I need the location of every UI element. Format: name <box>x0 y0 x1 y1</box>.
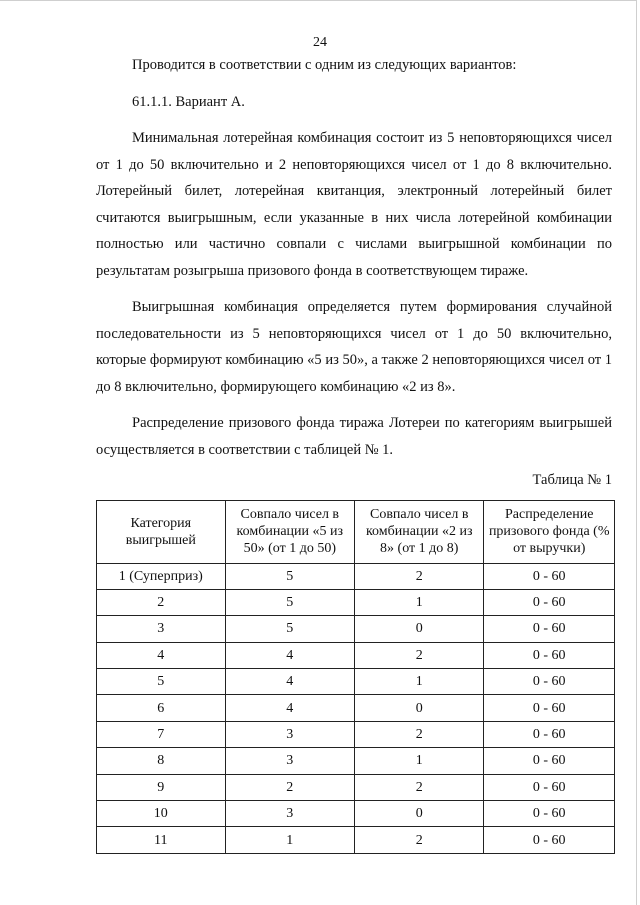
cell-category: 5 <box>97 669 226 695</box>
page-edge-top <box>0 0 636 1</box>
paragraph-min-combination: Минимальная лотерейная комбинация состоит из 5 неповторяющихся чисел от 1 до 50 включительно и 2 неповторяющихся чисел от 1 до 8 включительно. Лотерейный билет, лотерейная квитанция, электронный лотерейный билет считаются выигрышным, если указанные в них числа лотерейной комбинации полностью или частично совпали с числами выигрышной комбинации по результатам розыгрыша призового фонда в соответствующем тираже. <box>96 130 612 279</box>
cell-matched-main: 4 <box>225 695 354 721</box>
cell-matched-main: 4 <box>225 642 354 668</box>
cell-prize-share: 0 - 60 <box>484 616 615 642</box>
cell-category: 3 <box>97 616 226 642</box>
header-matched-2-of-8: Совпало чисел в комбинации «2 из 8» (от 1 до 8) <box>355 500 484 563</box>
table-row <box>97 748 615 774</box>
cell-prize-share: 0 - 60 <box>484 801 615 827</box>
cell-category: 4 <box>97 642 226 668</box>
header-category: Категория выигрышей <box>97 500 226 563</box>
cell-matched-main: 2 <box>225 774 354 800</box>
cell-matched-extra: 2 <box>355 563 484 589</box>
document-body <box>96 52 612 854</box>
cell-prize-share: 0 - 60 <box>484 748 615 774</box>
table-row <box>97 669 615 695</box>
cell-matched-extra: 2 <box>355 827 484 853</box>
cell-matched-main: 3 <box>225 748 354 774</box>
cell-prize-share: 0 - 60 <box>484 827 615 853</box>
cell-prize-share: 0 - 60 <box>484 563 615 589</box>
cell-matched-main: 3 <box>225 801 354 827</box>
table-row <box>97 616 615 642</box>
cell-matched-extra: 0 <box>355 616 484 642</box>
paragraph-winning-combination: Выигрышная комбинация определяется путем формирования случайной последовательности из 5 неповторяющихся чисел от 1 до 50 включительно, которые формируют комбинацию «5 из 50», а также 2 неповторяющихся чисел от 1 до 8 включительно, формирующего комбинацию «2 из 8». <box>96 299 612 395</box>
cell-prize-share: 0 - 60 <box>484 589 615 615</box>
table-caption: Таблица № 1 <box>532 472 612 488</box>
prize-table <box>96 500 615 854</box>
cell-matched-main: 4 <box>225 669 354 695</box>
cell-prize-share: 0 - 60 <box>484 695 615 721</box>
intro-line: Проводится в соответствии с одним из следующих вариантов: <box>132 57 517 73</box>
table-header-row <box>97 500 615 563</box>
cell-matched-extra: 1 <box>355 589 484 615</box>
cell-matched-main: 5 <box>225 589 354 615</box>
cell-matched-main: 5 <box>225 563 354 589</box>
cell-matched-main: 3 <box>225 721 354 747</box>
table-row <box>97 563 615 589</box>
cell-category: 7 <box>97 721 226 747</box>
paragraph-prize-distribution: Распределение призового фонда тиража Лотереи по категориям выигрышей осуществляется в соответствии с таблицей № 1. <box>96 415 612 458</box>
cell-category: 2 <box>97 589 226 615</box>
cell-category: 9 <box>97 774 226 800</box>
cell-prize-share: 0 - 60 <box>484 721 615 747</box>
cell-matched-extra: 2 <box>355 721 484 747</box>
table-row <box>97 695 615 721</box>
cell-category: 10 <box>97 801 226 827</box>
table-row <box>97 642 615 668</box>
spacer <box>96 400 612 410</box>
table-row <box>97 801 615 827</box>
cell-matched-extra: 2 <box>355 774 484 800</box>
spacer <box>96 115 612 125</box>
cell-matched-extra: 0 <box>355 801 484 827</box>
cell-matched-main: 1 <box>225 827 354 853</box>
page-edge-right <box>636 0 637 905</box>
cell-prize-share: 0 - 60 <box>484 642 615 668</box>
cell-matched-main: 5 <box>225 616 354 642</box>
cell-matched-extra: 1 <box>355 669 484 695</box>
cell-matched-extra: 1 <box>355 748 484 774</box>
table-row <box>97 827 615 853</box>
header-matched-5-of-50: Совпало чисел в комбинации «5 из 50» (от 1 до 50) <box>225 500 354 563</box>
spacer <box>96 284 612 294</box>
table-row <box>97 589 615 615</box>
page-number: 24 <box>313 35 327 50</box>
table-row <box>97 721 615 747</box>
header-prize-share: Распределение призового фонда (% от выручки) <box>484 500 615 563</box>
cell-matched-extra: 0 <box>355 695 484 721</box>
cell-category: 6 <box>97 695 226 721</box>
cell-prize-share: 0 - 60 <box>484 774 615 800</box>
spacer <box>96 79 612 89</box>
cell-category: 8 <box>97 748 226 774</box>
variant-heading: 61.1.1. Вариант А. <box>132 93 245 110</box>
cell-category: 1 (Суперприз) <box>97 563 226 589</box>
table-row <box>97 774 615 800</box>
cell-category: 11 <box>97 827 226 853</box>
cell-prize-share: 0 - 60 <box>484 669 615 695</box>
cell-matched-extra: 2 <box>355 642 484 668</box>
